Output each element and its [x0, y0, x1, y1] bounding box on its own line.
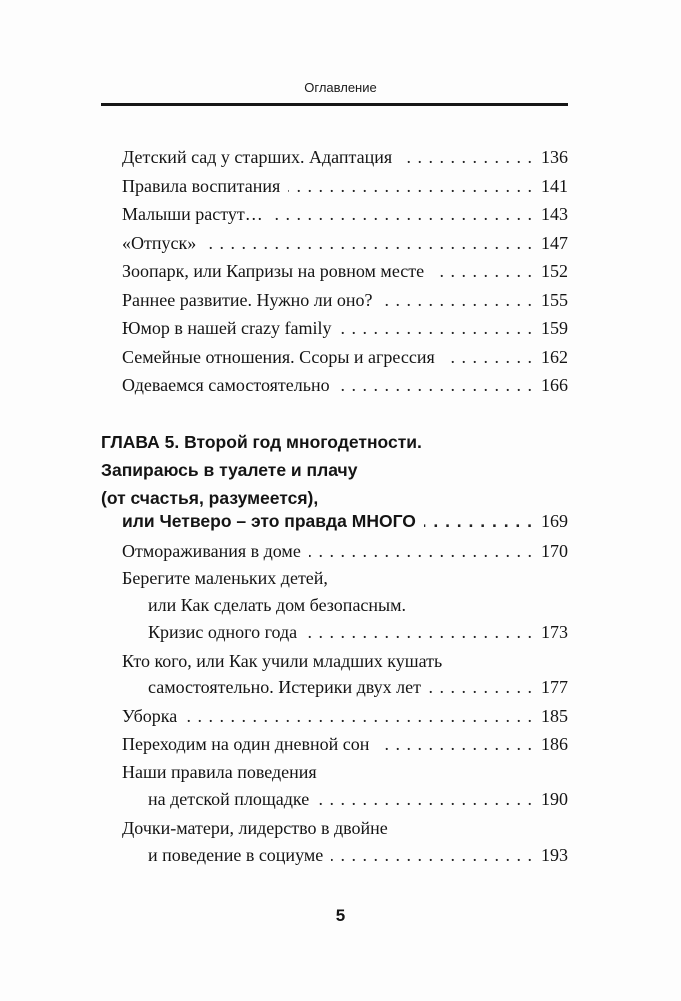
dot-leader	[400, 146, 533, 168]
toc-entry-page: 155	[541, 290, 568, 310]
toc-entry[interactable]	[122, 203, 568, 225]
toc-entry-title: Семейные отношения. Ссоры и агрессия	[122, 347, 435, 367]
toc-entry[interactable]	[122, 317, 568, 339]
toc-entry-title: Одеваемся самостоятельно	[122, 375, 330, 395]
page-number: 5	[335, 906, 346, 925]
toc-entry[interactable]	[122, 232, 568, 254]
toc-entry-page: 170	[541, 541, 568, 561]
dot-leader	[377, 733, 533, 755]
dot-leader	[432, 260, 533, 282]
toc-entry[interactable]	[122, 175, 568, 197]
toc-entry-page: 136	[541, 147, 568, 167]
toc-entry-page: 177	[541, 677, 568, 697]
dot-leader	[338, 374, 533, 396]
toc-entry-page: 143	[541, 204, 568, 224]
header-rule	[101, 103, 568, 106]
dot-leader	[271, 203, 533, 225]
toc-subentry[interactable]	[122, 733, 568, 755]
dot-leader	[204, 232, 533, 254]
toc-subentry[interactable]	[122, 540, 568, 562]
toc-entry-title: на детской площадке	[148, 789, 310, 809]
toc-subentry[interactable]	[148, 844, 568, 866]
toc-entry-page: 193	[541, 845, 568, 865]
toc-entry-page: 147	[541, 233, 568, 253]
toc-entry[interactable]	[122, 346, 568, 368]
chapter-title-line: Запираюсь в туалете и плачу	[101, 460, 358, 480]
toc-entry-title: Переходим на один дневной сон	[122, 734, 370, 754]
dot-leader	[185, 705, 533, 727]
dot-leader	[339, 317, 533, 339]
toc-entry-page: 166	[541, 375, 568, 395]
toc-entry-title[interactable]: Берегите маленьких детей,	[122, 568, 328, 588]
toc-entry-title: самостоятельно. Истерики двух лет	[148, 677, 422, 697]
toc-entry-title: Отмораживания в доме	[122, 541, 301, 561]
toc-entry-page: 186	[541, 734, 568, 754]
toc-entry-title[interactable]: Наши правила поведения	[122, 762, 317, 782]
toc-entry[interactable]	[122, 289, 568, 311]
toc-entry-title: Малыши растут…	[122, 204, 263, 224]
toc-entry[interactable]	[122, 374, 568, 396]
dot-leader	[288, 175, 533, 197]
toc-entry-page: 141	[541, 176, 568, 196]
toc-subentry[interactable]	[122, 705, 568, 727]
dot-leader	[424, 510, 533, 532]
toc-entry-title: Правила воспитания	[122, 176, 281, 196]
toc-subentry[interactable]	[148, 676, 568, 698]
chapter-title-line: (от счастья, разумеется),	[101, 488, 319, 508]
toc-entry[interactable]	[122, 146, 568, 168]
toc-entry-title: «Отпуск»	[122, 233, 197, 253]
toc-entry-page: 185	[541, 706, 568, 726]
toc-entry-page: 162	[541, 347, 568, 367]
toc-entry-title: Кризис одного года	[148, 622, 298, 642]
chapter-page: 169	[541, 511, 568, 531]
dot-leader	[305, 621, 533, 643]
toc-entry-title: Уборка	[122, 706, 178, 726]
toc-entry-page: 190	[541, 789, 568, 809]
dot-leader	[309, 540, 533, 562]
toc-entry-title: Зоопарк, или Капризы на ровном месте	[122, 261, 425, 281]
toc-entry-page: 173	[541, 622, 568, 642]
toc-entry-title: Детский сад у старших. Адаптация	[122, 147, 393, 167]
toc-entry-title: и поведение в социуме	[148, 845, 324, 865]
chapter-title-line: или Четверо – это правда МНОГО	[122, 511, 416, 531]
running-header: Оглавление	[304, 80, 377, 95]
toc-entry[interactable]	[122, 260, 568, 282]
dot-leader	[331, 844, 533, 866]
toc-entry-title: Раннее развитие. Нужно ли оно?	[122, 290, 373, 310]
toc-entry-title[interactable]: или Как сделать дом безопасным.	[148, 595, 407, 615]
toc-subentry[interactable]	[148, 621, 568, 643]
toc-entry-title[interactable]: Кто кого, или Как учили младших кушать	[122, 651, 443, 671]
toc-subentry[interactable]	[148, 788, 568, 810]
toc-entry-title[interactable]: Дочки-матери, лидерство в двойне	[122, 818, 388, 838]
dot-leader	[381, 289, 533, 311]
toc-entry-page: 159	[541, 318, 568, 338]
toc-entry-page: 152	[541, 261, 568, 281]
dot-leader	[429, 676, 533, 698]
toc-entry-title: Юмор в нашей crazy family	[122, 318, 332, 338]
chapter-title-line: ГЛАВА 5. Второй год многодетности.	[101, 432, 422, 452]
chapter-entry[interactable]	[122, 510, 568, 532]
dot-leader	[317, 788, 533, 810]
dot-leader	[443, 346, 533, 368]
